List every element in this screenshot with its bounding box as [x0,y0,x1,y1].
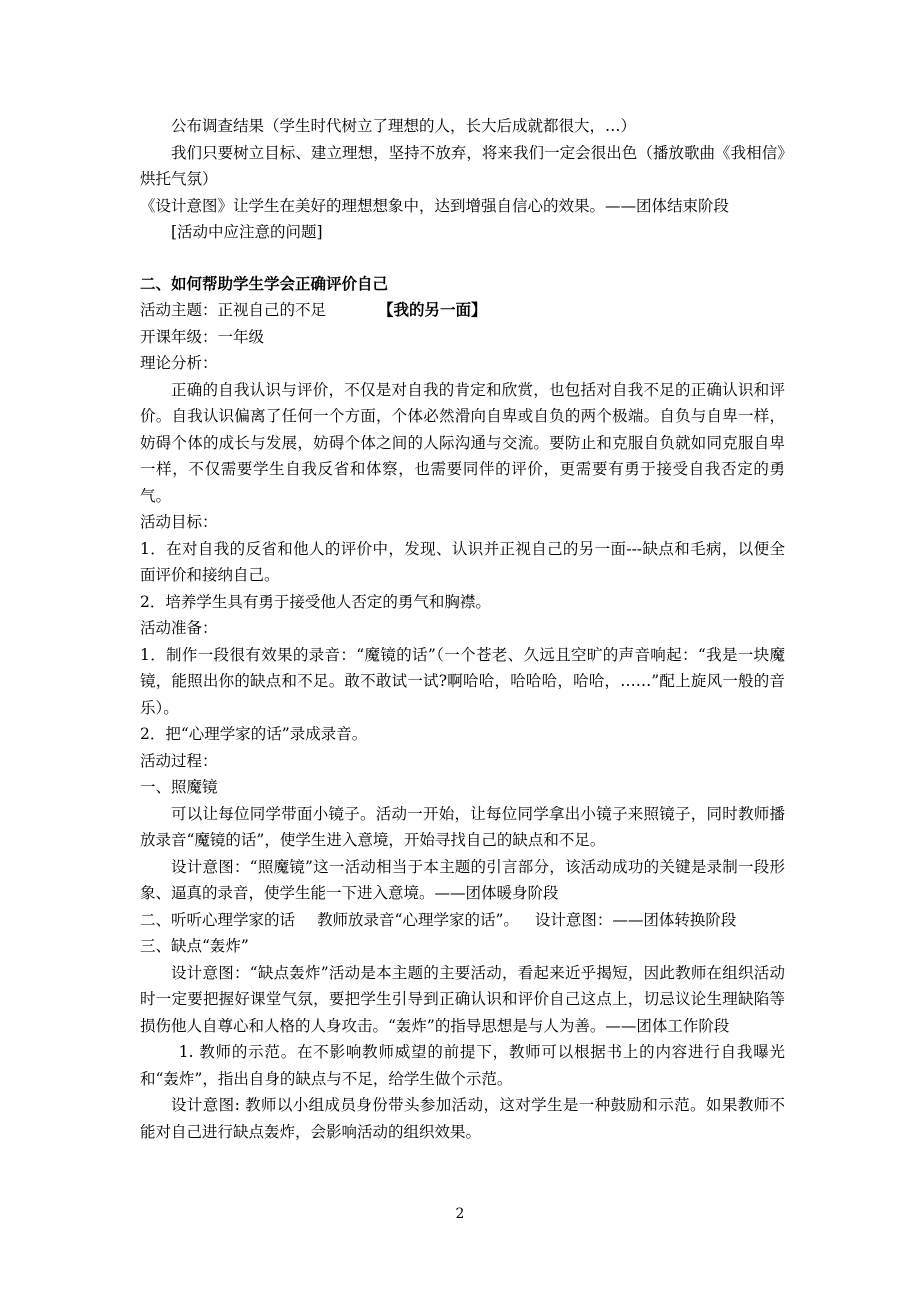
theory-text: 正确的自我认识与评价，不仅是对自我的肯定和欣赏，也包括对自我不足的正确认识和评价。自我认识偏离了任何一个方面，个体必然滑向自卑或自负的两个极端。自负与自卑一样，妨碍个体的成长与发展，妨碍个体之间的人际沟通与交流。要防止和克服自负就如同克服自卑一样，不仅需要学生自我反省和体察，也需要同伴的评价，更需要有勇于接受自我否定的勇气。 [140,380,785,505]
goals-label: 活动目标： [140,513,218,531]
prep-label: 活动准备： [140,619,218,637]
step-3-item-1-design: 设计意图: 教师以小组成员身份带头参加活动，这对学生是一种鼓励和示范。如果教师不能对自己进行缺点轰炸，会影响活动的组织效果。 [140,1096,785,1141]
prep-1: 1．制作一段很有效果的录音：“魔镜的话”（一个苍老、久远且空旷的声音响起：“我是一块魔镜，能照出你的缺点和不足。敢不敢试一试?啊哈哈，哈哈哈，哈哈，……”配上旋风一般的音乐）。 [140,645,785,717]
page-number: 2 [455,1206,465,1222]
step-3-item-1: 1. 教师的示范。在不影响教师威望的前提下，教师可以根据书上的内容进行自我曝光和“轰炸”，指出自身的缺点与不足，给学生做个示范。 [140,1043,785,1088]
document-page [140,113,785,1145]
activity-theme [140,297,785,324]
step-1-text: 可以让每位同学带面小镜子。活动一开始，让每位同学拿出小镜子来照镜子，同时教师播放录音“魔镜的话”，使学生进入意境，开始寻找自己的缺点和不足。 [140,804,785,849]
process-label: 活动过程： [140,751,218,770]
step-2 [140,907,785,934]
goal-statement: 我们只要树立目标、建立理想，坚持不放弃，将来我们一定会很出色（播放歌曲《我相信》烘托气氛） [140,143,785,188]
theory-label: 理论分析： [140,354,218,372]
step-1-title: 一、照魔镜 [140,778,218,796]
theme-title: 【我的另一面】 [378,300,487,319]
notes-heading: [活动中应注意的问题] [171,223,323,241]
step-2-title: 二、听听心理学家的话 [140,910,296,929]
step-2-design: 设计意图：——团体转换阶段 [534,910,737,929]
design-intent: 《设计意图》让学生在美好的理想想象中，达到增强自信心的效果。——团体结束阶段 [140,196,730,215]
section-title: 二、如何帮助学生学会正确评价自己 [140,273,389,293]
step-2-action: 教师放录音“心理学家的话”。 [317,910,519,929]
step-3-design: 设计意图：“缺点轰炸”活动是本主题的主要活动，看起来近乎揭短，因此教师在组织活动时一定要把握好课堂气氛，要把学生引导到正确认识和评价自己这点上，切忌议论生理缺陷等损伤他人自尊心和人格的人身攻击。“轰炸”的指导思想是与人为善。——团体工作阶段 [140,963,785,1035]
step-1-design: 设计意图：“照魔镜”这一活动相当于本主题的引言部分，该活动成功的关键是录制一段形象、逼真的录音，使学生能一下进入意境。——团体暖身阶段 [140,857,785,902]
goal-2: 2．培养学生具有勇于接受他人否定的勇气和胸襟。 [140,592,491,611]
step-3-title: 三、缺点“轰炸” [140,937,249,955]
prep-2: 2．把“心理学家的话”录成录音。 [140,725,368,743]
theme-label: 活动主题：正视自己的不足 [140,301,327,319]
survey-result: 公布调查结果（学生时代树立了理想的人，长大后成就都很大，…） [171,117,637,135]
grade: 开课年级：一年级 [140,327,265,346]
goal-1: 1．在对自我的反省和他人的评价中，发现、认识并正视自己的另一面---缺点和毛病，以便全面评价和接纳自己。 [140,539,785,584]
